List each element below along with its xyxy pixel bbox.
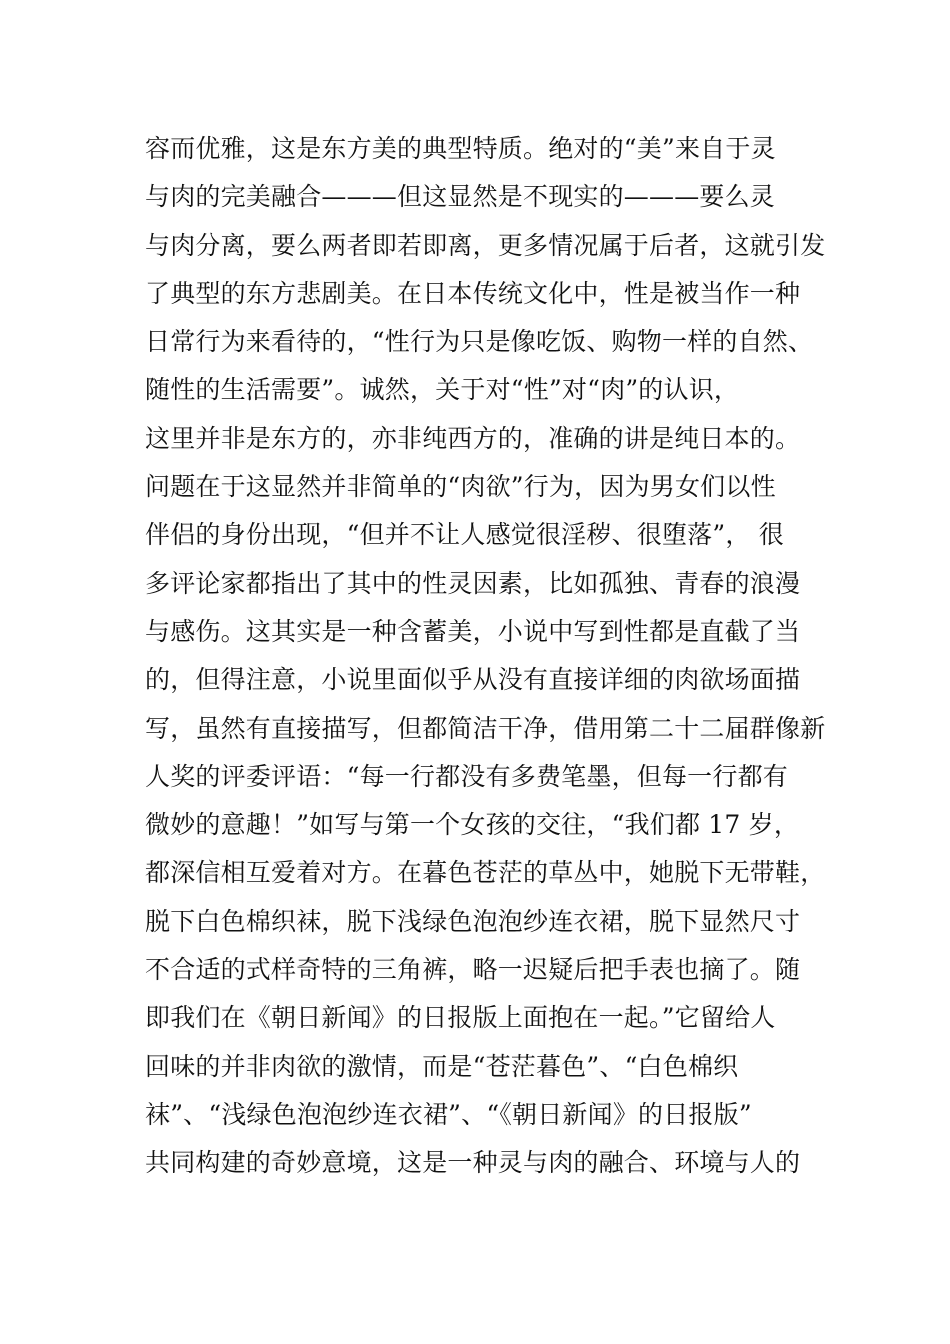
text-line: 的，但得注意，小说里面似乎从没有直接详细的肉欲场面描 <box>145 665 801 695</box>
text-line: 与肉分离，要么两者即若即离，更多情况属于后者，这就引发 <box>145 230 826 260</box>
text-line: 多评论家都指出了其中的性灵因素，比如孤独、青春的浪漫 <box>145 568 801 598</box>
text-line: 与肉的完美融合———但这显然是不现实的———要么灵 <box>145 182 776 212</box>
body-paragraph <box>145 125 835 1188</box>
text-line: 不合适的式样奇特的三角裤，略一迟疑后把手表也摘了。随 <box>145 955 801 985</box>
text-line: 都深信相互爱着对方。在暮色苍茫的草丛中，她脱下无带鞋， <box>145 858 826 888</box>
text-line: 袜”、“浅绿色泡泡纱连衣裙”、“《朝日新闻》的日报版” <box>145 1099 752 1129</box>
text-line: 随性的生活需要”。诚然，关于对“性”对“肉”的认识， <box>145 375 740 405</box>
text-line: 即我们在《朝日新闻》的日报版上面抱在一起。”它留给人 <box>145 1003 776 1033</box>
text-line: 与感伤。这其实是一种含蓄美，小说中写到性都是直截了当 <box>145 616 801 646</box>
text-line: 这里并非是东方的，亦非纯西方的，准确的讲是纯日本的。 <box>145 423 801 453</box>
text-line: 伴侣的身份出现，“但并不让人感觉很淫秽、很堕落”， 很 <box>145 520 784 550</box>
text-line: 共同构建的奇妙意境，这是一种灵与肉的融合、环境与人的 <box>145 1148 801 1178</box>
text-line: 微妙的意趣！”如写与第一个女孩的交往，“我们都 17 岁， <box>145 810 800 840</box>
text-line: 人奖的评委评语：“每一行都没有多费笔墨，但每一行都有 <box>145 761 788 791</box>
text-line: 回味的并非肉欲的激情，而是“苍茫暮色”、“白色棉织 <box>145 1051 739 1081</box>
text-line: 日常行为来看待的，“性行为只是像吃饭、购物一样的自然、 <box>145 327 814 357</box>
text-line: 写，虽然有直接描写，但都简洁干净，借用第二十二届群像新 <box>145 713 826 743</box>
text-line: 容而优雅，这是东方美的典型特质。绝对的“美”来自于灵 <box>145 134 776 163</box>
text-line: 了典型的东方悲剧美。在日本传统文化中，性是被当作一种 <box>145 278 801 308</box>
text-line: 脱下白色棉织袜，脱下浅绿色泡泡纱连衣裙，脱下显然尺寸 <box>145 906 801 936</box>
text-line: 问题在于这显然并非简单的“肉欲”行为，因为男女们以性 <box>145 472 776 502</box>
